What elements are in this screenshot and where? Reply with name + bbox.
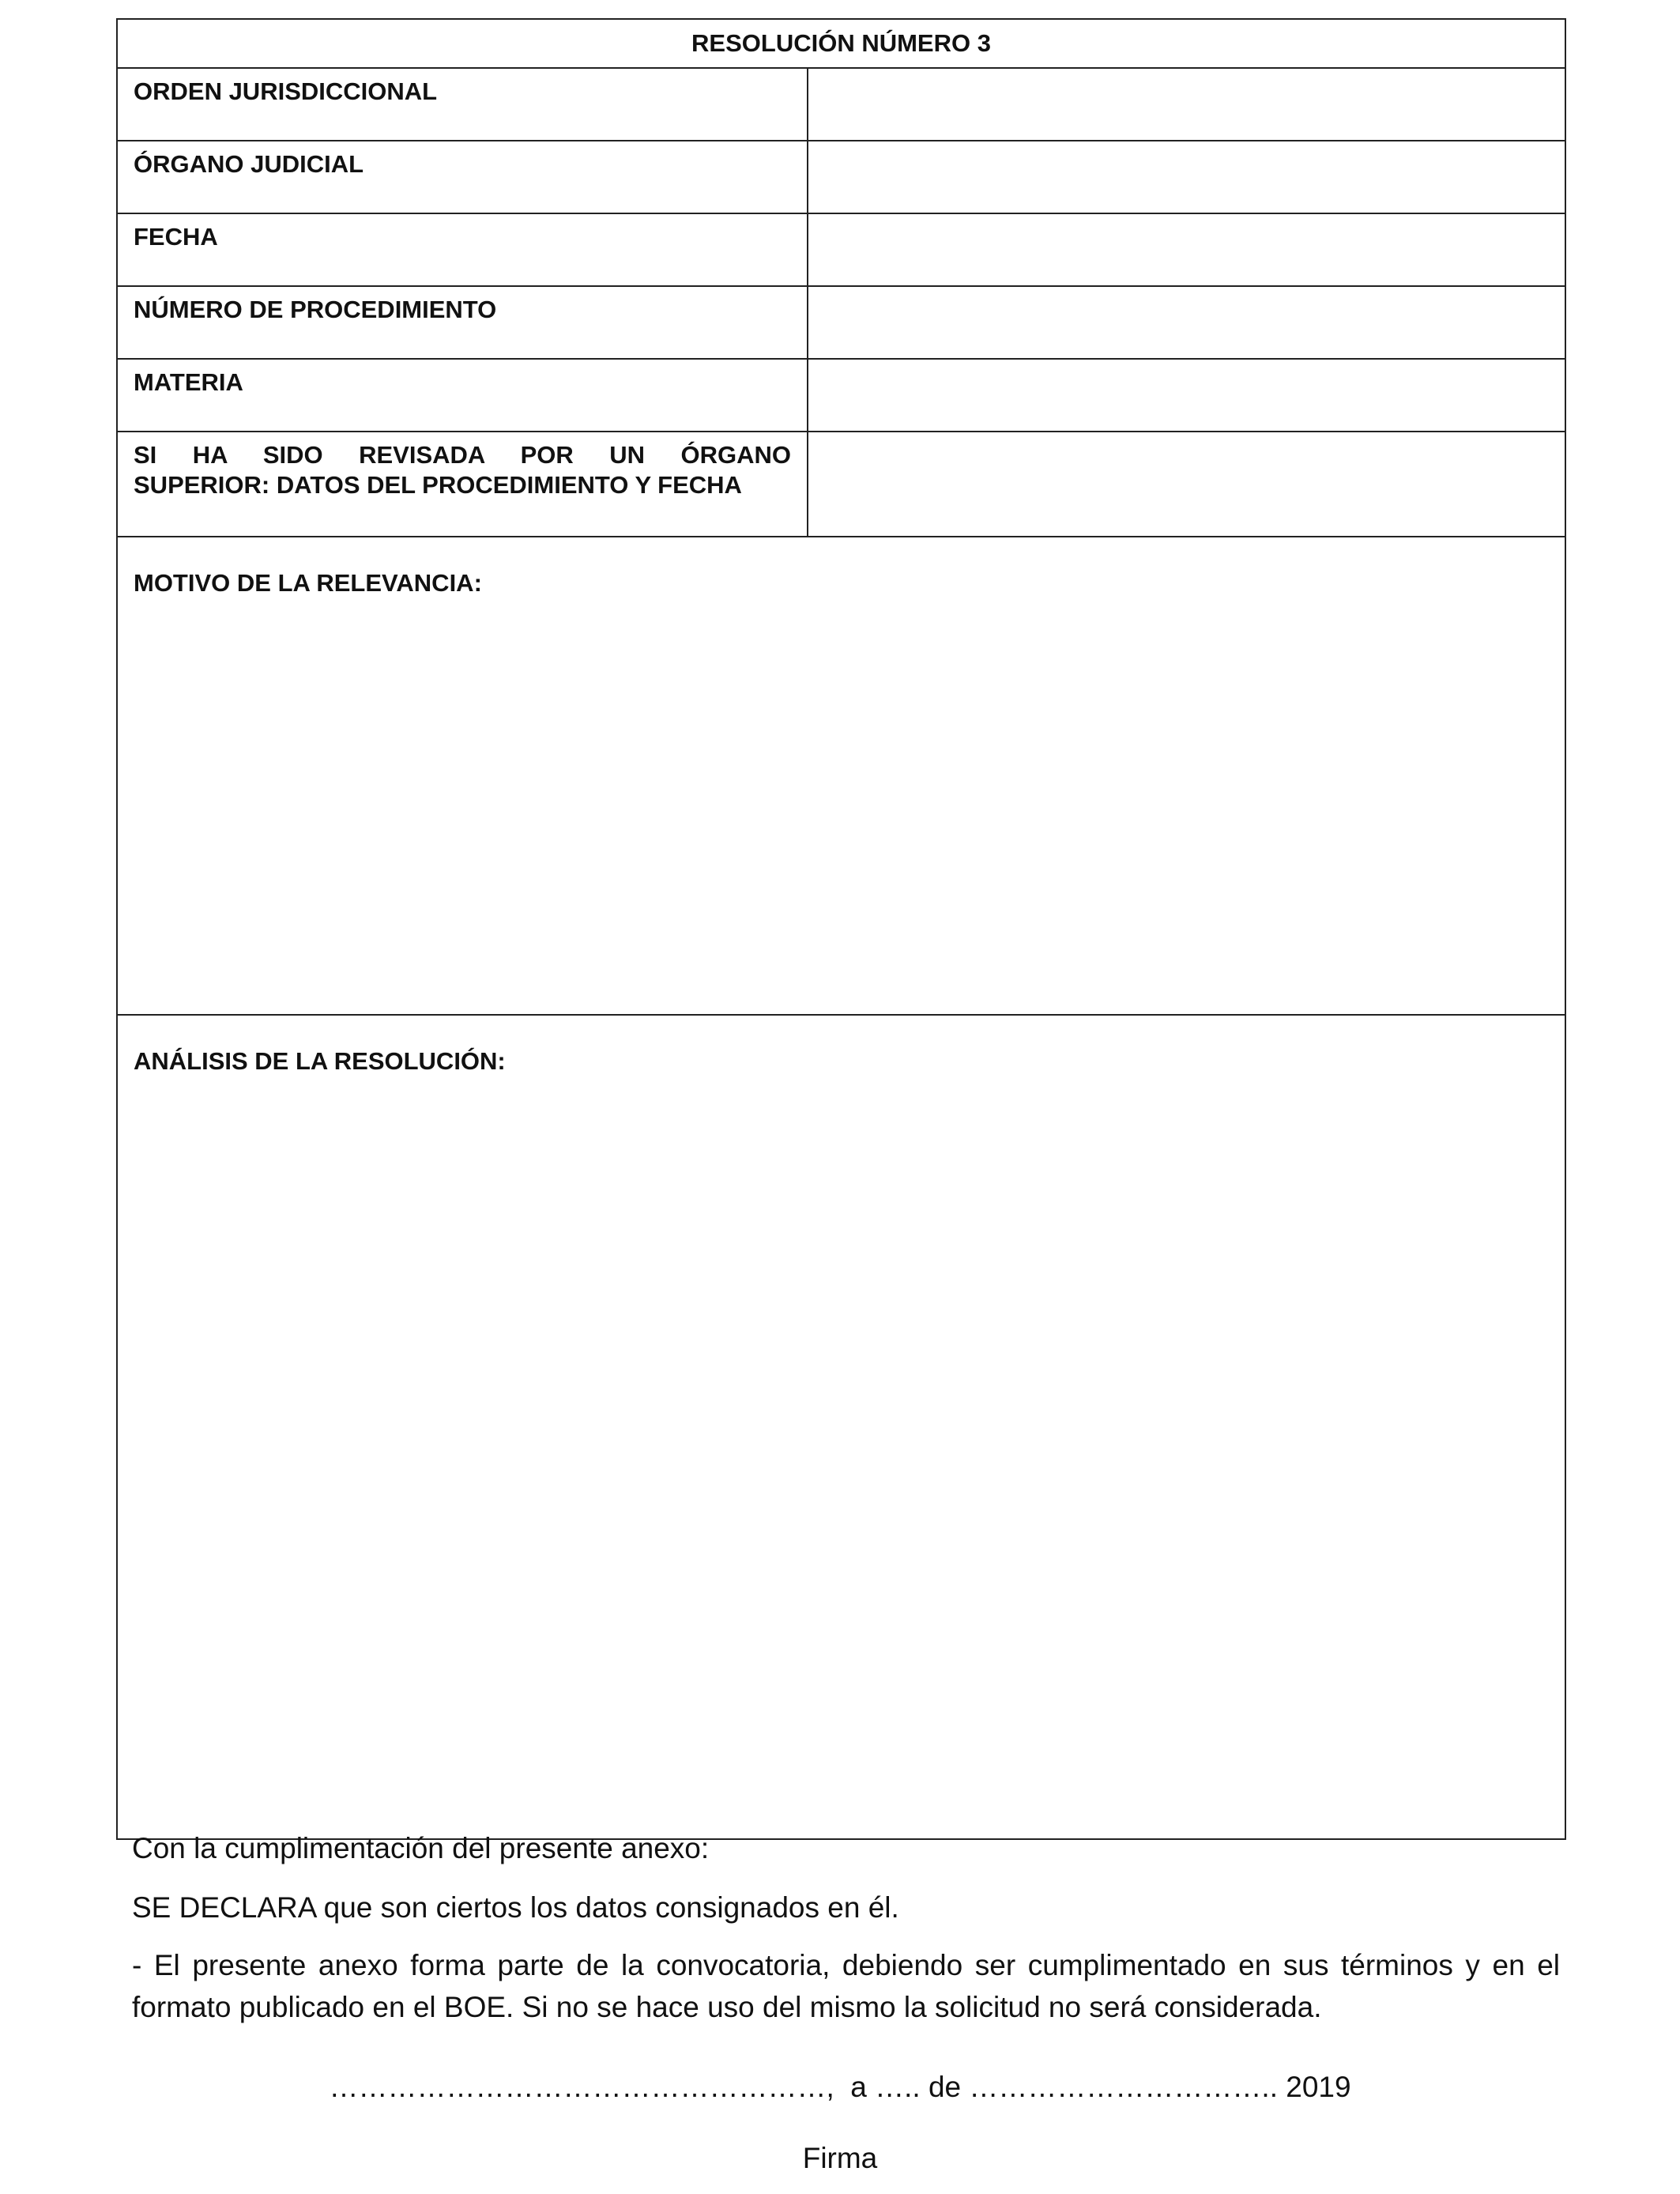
analisis-resolucion-section[interactable] [117,1015,1565,1839]
form-title: RESOLUCIÓN NÚMERO 3 [117,19,1565,68]
resolution-form-table [116,18,1566,1840]
revision-superior-label [117,432,808,537]
revision-superior-label-line2: SUPERIOR: DATOS DEL PROCEDIMIENTO Y FECHA [134,471,742,499]
organo-judicial-field[interactable] [808,141,1565,213]
numero-procedimiento-label: NÚMERO DE PROCEDIMIENTO [117,286,808,359]
footer-text [132,1827,1560,2028]
footer-note: - El presente anexo forma parte de la convocatoria, debiendo ser cumplimentado en sus términos y en el formato publicado en el BOE. Si no se hace uso del mismo la solicitud no será considerada. [132,1949,1560,2023]
fecha-label: FECHA [117,213,808,286]
motivo-relevancia-section[interactable] [117,537,1565,1015]
orden-jurisdiccional-field[interactable] [808,68,1565,141]
numero-procedimiento-field[interactable] [808,286,1565,359]
footer-declaration: SE DECLARA que son ciertos los datos consignados en él. [132,1891,899,1924]
analisis-resolucion-label: ANÁLISIS DE LA RESOLUCIÓN: [134,1047,506,1075]
revision-superior-field[interactable] [808,432,1565,537]
materia-label: MATERIA [117,359,808,432]
organo-judicial-label: ÓRGANO JUDICIAL [117,141,808,213]
motivo-relevancia-label: MOTIVO DE LA RELEVANCIA: [134,569,482,597]
materia-field[interactable] [808,359,1565,432]
orden-jurisdiccional-label: ORDEN JURISDICCIONAL [117,68,808,141]
place-date-line: ……………………………………………, a ….. de ………………………….. 2019 [329,2071,1351,2103]
footer-intro: Con la cumplimentación del presente anexo: [132,1832,710,1864]
fecha-field[interactable] [808,213,1565,286]
signature-label: Firma [802,2142,878,2174]
revision-superior-label-line1: SI HA SIDO REVISADA POR UN ÓRGANO [134,441,791,469]
